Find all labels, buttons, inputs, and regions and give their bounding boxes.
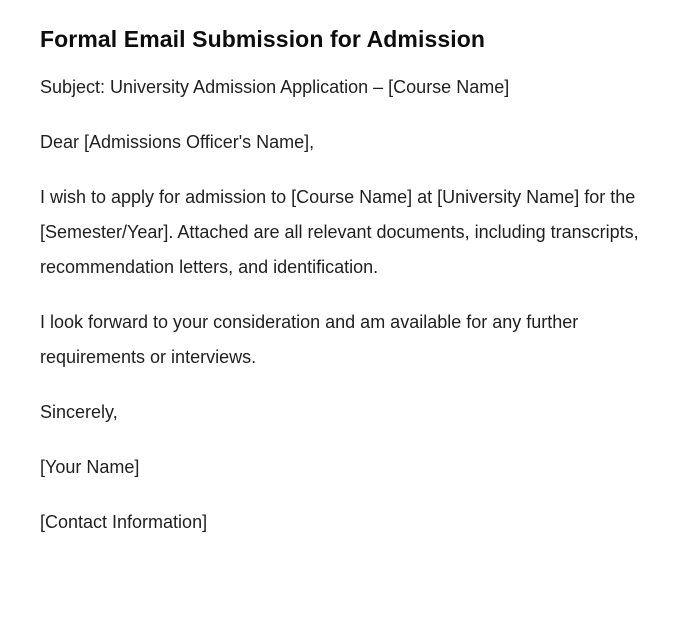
signature-name-placeholder: [Your Name] <box>40 456 140 477</box>
subject-line: Subject: University Admission Application – [Course Name] <box>40 76 510 97</box>
signoff-line: Sincerely, <box>40 401 118 422</box>
body-paragraph-application: I wish to apply for admission to [Course Name] at [University Name] for the [Semester/Year]. Attached are all relevant documents, including transcripts, recommendation letters, and identification. <box>40 186 639 277</box>
page-title: Formal Email Submission for Admission <box>40 26 486 52</box>
signature-contact-placeholder: [Contact Information] <box>40 511 208 532</box>
body-paragraph-closing: I look forward to your consideration and am available for any further requirements or interviews. <box>40 311 579 367</box>
salutation-line: Dear [Admissions Officer's Name], <box>40 131 315 152</box>
